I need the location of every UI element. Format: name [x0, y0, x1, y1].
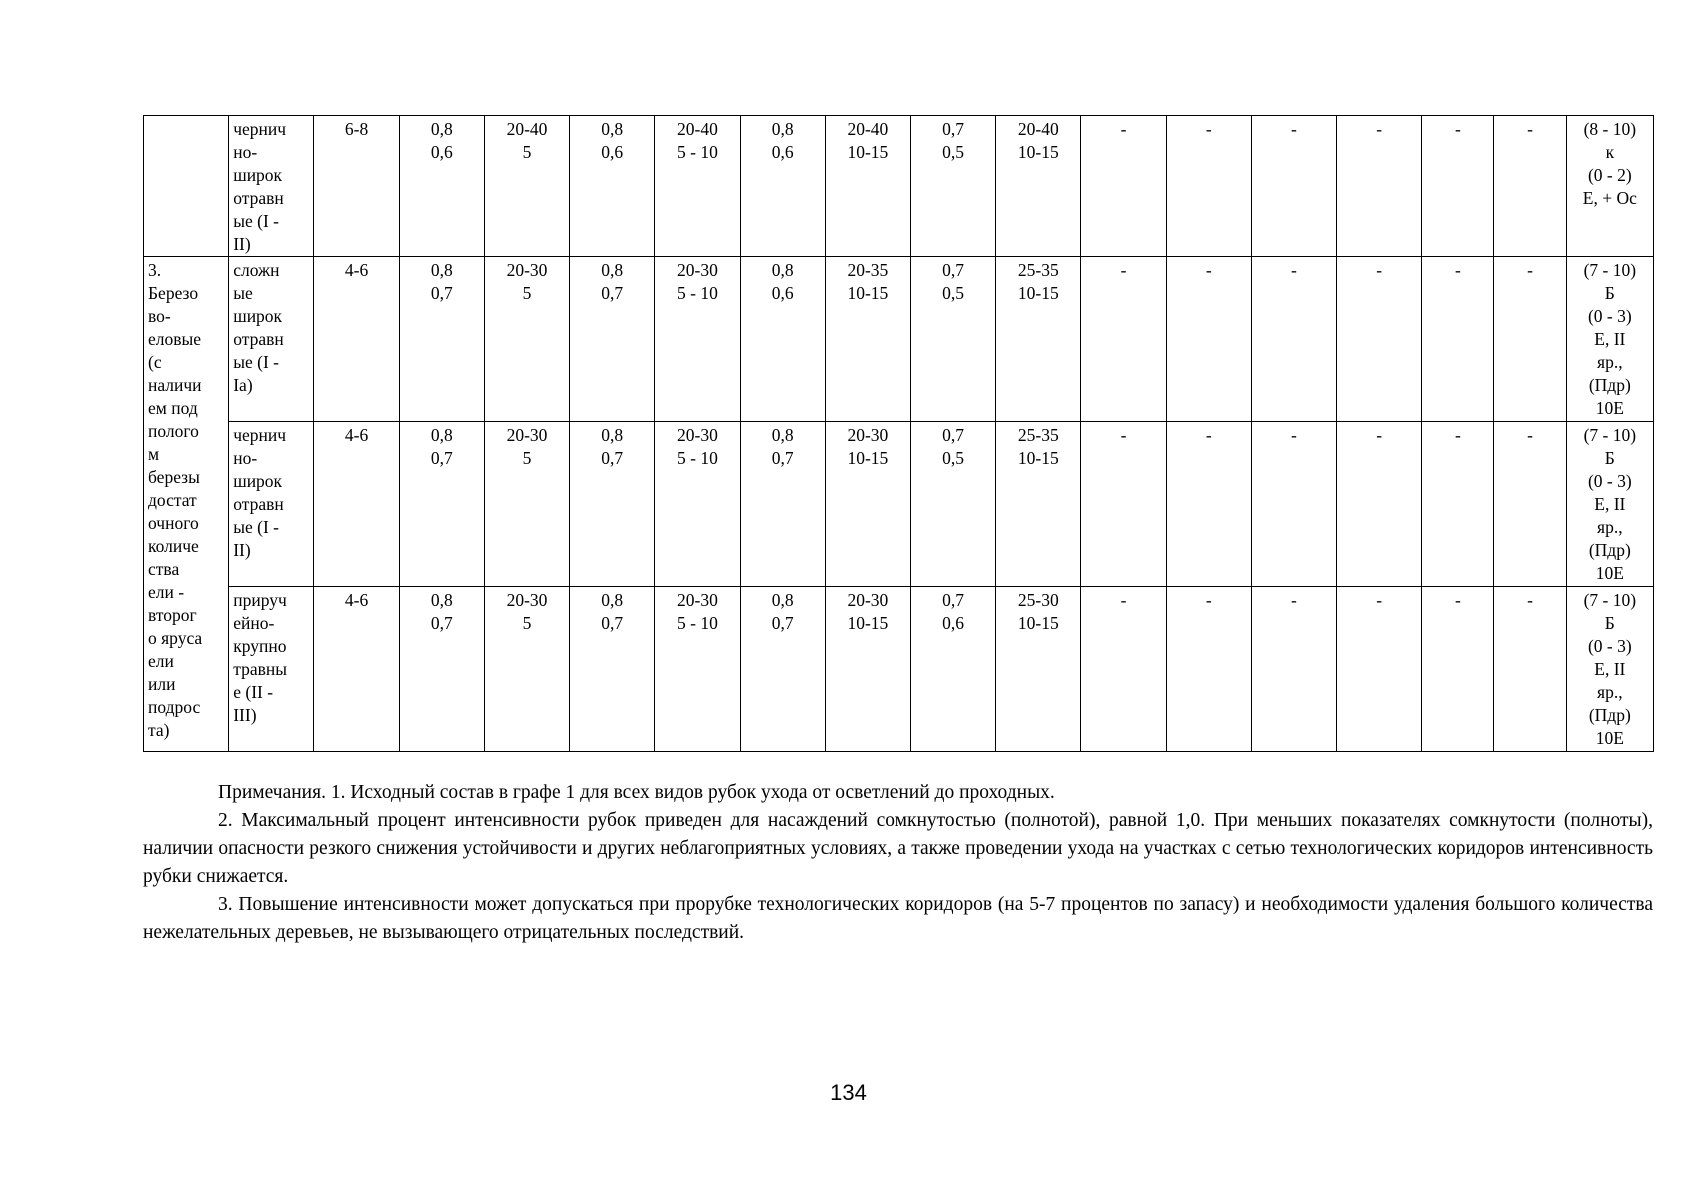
table-cell: 0,8 0,7	[740, 587, 825, 752]
table-cell: 20-30 5	[484, 422, 569, 587]
table-cell: -	[1251, 257, 1336, 422]
table-cell: 20-30 5	[484, 587, 569, 752]
table-cell: 20-30 5 - 10	[655, 422, 740, 587]
table-cell: -	[1494, 587, 1566, 752]
table-cell: 4-6	[314, 257, 399, 422]
table-cell: -	[1166, 587, 1251, 752]
table-cell: 20-30 5	[484, 257, 569, 422]
forest-thinning-table	[143, 115, 1654, 752]
table-cell: (8 - 10) к (0 - 2) Е, + Ос	[1566, 116, 1653, 257]
table-cell: -	[1494, 257, 1566, 422]
table-cell: 0,8 0,6	[740, 116, 825, 257]
table-cell: 0,8 0,6	[570, 116, 655, 257]
table-cell: -	[1422, 116, 1494, 257]
table-cell: 0,8 0,6	[399, 116, 484, 257]
table-row	[144, 257, 1654, 422]
table-cell: 20-40 10-15	[825, 116, 910, 257]
table-cell: 4-6	[314, 587, 399, 752]
table-cell: 0,7 0,5	[910, 257, 995, 422]
table-cell: -	[1166, 116, 1251, 257]
table-cell: 20-30 10-15	[825, 422, 910, 587]
table-cell: 4-6	[314, 422, 399, 587]
table-cell: -	[1081, 116, 1166, 257]
table-cell: (7 - 10) Б (0 - 3) Е, II яр., (Пдр) 10Е	[1566, 422, 1653, 587]
table-cell: (7 - 10) Б (0 - 3) Е, II яр., (Пдр) 10Е	[1566, 587, 1653, 752]
table-cell: -	[1422, 257, 1494, 422]
table-cell: 0,8 0,7	[570, 422, 655, 587]
table-cell: -	[1081, 257, 1166, 422]
page-number: 134	[830, 1080, 867, 1105]
notes-section	[143, 779, 1653, 947]
table-cell: -	[1337, 116, 1422, 257]
note-paragraph: Примечания. 1. Исходный состав в графе 1 для всех видов рубок ухода от осветлений до проходных.	[218, 782, 1055, 803]
note-paragraph: 2. Максимальный процент интенсивности рубок приведен для насаждений сомкнутостью (полнотой), равной 1,0. При меньших показателях сомкнутости (полноты), наличии опасности резкого снижения устойчивости и других неблагоприятных условиях, а также проведении ухода на участках с сетью технологических коридоров интенсивность рубки снижается.	[143, 810, 1653, 887]
table-cell: -	[1166, 257, 1251, 422]
table-cell: 20-40 5 - 10	[655, 116, 740, 257]
table-cell: (7 - 10) Б (0 - 3) Е, II яр., (Пдр) 10Е	[1566, 257, 1653, 422]
table-cell: -	[1422, 422, 1494, 587]
species-cell	[144, 116, 229, 257]
table-cell: 25-35 10-15	[996, 257, 1081, 422]
table-cell: 0,8 0,7	[740, 422, 825, 587]
table-cell: 0,8 0,6	[740, 257, 825, 422]
forest-type-cell: чернич но- широк отравн ые (I - II)	[229, 422, 314, 587]
table-cell: -	[1337, 422, 1422, 587]
table-cell: 20-35 10-15	[825, 257, 910, 422]
table-cell: 0,7 0,6	[910, 587, 995, 752]
table-cell: -	[1494, 422, 1566, 587]
species-cell: 3. Березо во- еловые (с наличи ем под полого м березы достат очного количе ства ели - второг о яруса ели или подрос та)	[144, 257, 229, 752]
table-cell: -	[1166, 422, 1251, 587]
table-cell: -	[1081, 422, 1166, 587]
forest-type-cell: сложн ые широк отравн ые (I - Ia)	[229, 257, 314, 422]
table-cell: 0,8 0,7	[570, 587, 655, 752]
table-cell: 0,8 0,7	[399, 257, 484, 422]
table-row	[144, 587, 1654, 752]
table-cell: 0,8 0,7	[570, 257, 655, 422]
table-cell: 20-40 5	[484, 116, 569, 257]
table-row	[144, 116, 1654, 257]
table-cell: 20-30 5 - 10	[655, 587, 740, 752]
table-cell: 20-30 5 - 10	[655, 257, 740, 422]
table-cell: 0,8 0,7	[399, 587, 484, 752]
note-paragraph: 3. Повышение интенсивности может допускаться при прорубке технологических коридоров (на 5-7 процентов по запасу) и необходимости удаления большого количества нежелательных деревьев, не вызывающего отрицательных последствий.	[143, 894, 1653, 943]
table-cell: -	[1494, 116, 1566, 257]
table-cell: -	[1081, 587, 1166, 752]
table-row	[144, 422, 1654, 587]
table-cell: 25-30 10-15	[996, 587, 1081, 752]
forest-type-cell: чернич но- широк отравн ые (I - II)	[229, 116, 314, 257]
table-cell: -	[1337, 587, 1422, 752]
table-cell: 0,7 0,5	[910, 422, 995, 587]
table-cell: 0,8 0,7	[399, 422, 484, 587]
table-cell: 20-40 10-15	[996, 116, 1081, 257]
table-cell: 20-30 10-15	[825, 587, 910, 752]
table-cell: -	[1251, 116, 1336, 257]
table-cell: -	[1251, 422, 1336, 587]
table-cell: 0,7 0,5	[910, 116, 995, 257]
table-cell: -	[1337, 257, 1422, 422]
table-cell: -	[1251, 587, 1336, 752]
table-cell: 25-35 10-15	[996, 422, 1081, 587]
forest-type-cell: прируч ейно- крупно травны е (II - III)	[229, 587, 314, 752]
table-cell: -	[1422, 587, 1494, 752]
table-cell: 6-8	[314, 116, 399, 257]
